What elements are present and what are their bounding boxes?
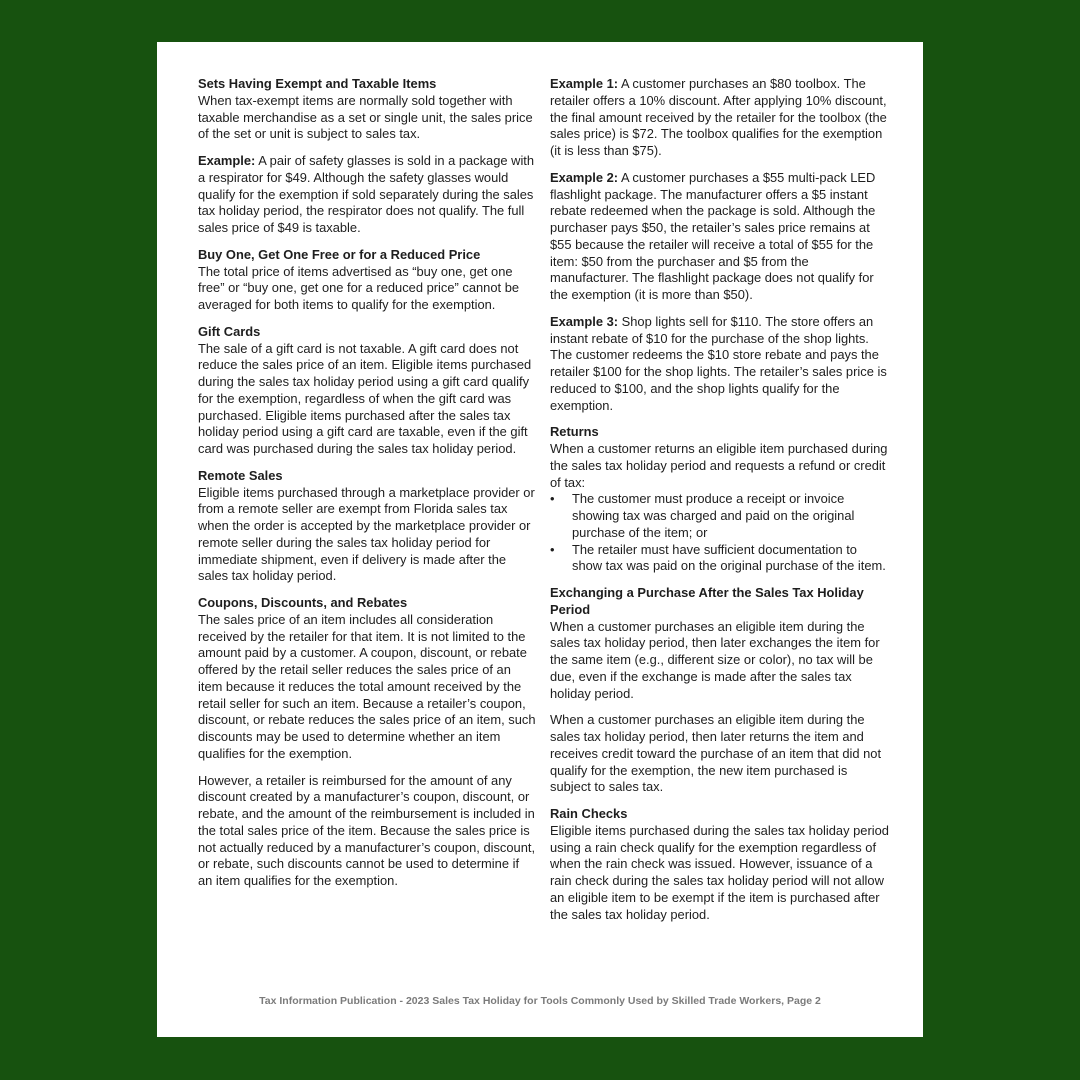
heading-exchanging: Exchanging a Purchase After the Sales Tax Holiday Period <box>550 585 864 617</box>
section-returns <box>550 424 890 575</box>
paragraph-coupons-2: However, a retailer is reimbursed for the amount of any discount created by a manufacturer’s coupon, discount, or rebate, and the amount of the reimbursement is included in the total sales price of the item. Because the sales price is not actually reduced by a manufacturer’s coupon, discount, or rebate, such discounts cannot be used to determine if an item qualifies for the exemption. <box>198 772 536 888</box>
example-1-label: Example 1: <box>550 76 619 91</box>
example-3-text: Shop lights sell for $110. The store offers an instant rebate of $10 for the purchase of the shop lights. The customer redeems the $10 store rebate and pays the retailer $100 for the shop lights. The retailer’s sales price is reduced to $100, and the shop lights qualify for the exemption. <box>550 313 887 413</box>
paragraph-exchanging-2: When a customer purchases an eligible item during the sales tax holiday period, then later returns the item and receives credit toward the purchase of an item that did not qualify for the exemption, the new item purchased is subject to sales tax. <box>550 712 882 795</box>
page-footer: Tax Information Publication - 2023 Sales Tax Holiday for Tools Commonly Used by Skilled Trade Workers, Page 2 <box>259 995 821 1007</box>
example-text: A pair of safety glasses is sold in a package with a respirator for $49. Although the safety glasses would qualify for the exemption if sold separately during the sales tax holiday period, the respirator does not qualify. The full sales price of $49 is taxable. <box>198 153 535 235</box>
right-column <box>550 76 890 933</box>
paragraph-sets: When tax-exempt items are normally sold together with taxable merchandise as a set or single unit, the sales price of the set or unit is subject to sales tax. <box>198 92 533 142</box>
heading-remote-sales: Remote Sales <box>198 467 283 483</box>
example-label: Example: <box>198 153 256 168</box>
section-coupons <box>198 595 536 890</box>
paragraph-rain-checks: Eligible items purchased during the sales tax holiday period using a rain check qualify for the exemption regardless of when the rain check was issued. However, issuance of a rain check during the sales tax holiday period will not allow an eligible item to be exempt if the item is purchased after the sales tax holiday period. <box>550 822 889 922</box>
heading-bogo: Buy One, Get One Free or for a Reduced Price <box>198 246 481 262</box>
returns-bullet-list <box>550 491 890 575</box>
section-sets <box>198 76 536 237</box>
document-page <box>157 42 923 1037</box>
example-2-label: Example 2: <box>550 169 619 185</box>
section-remote-sales <box>198 468 536 585</box>
section-bogo <box>198 247 536 314</box>
example-3-label: Example 3: <box>550 313 619 329</box>
section-rain-checks <box>550 806 890 923</box>
heading-sets: Sets Having Exempt and Taxable Items <box>198 76 437 91</box>
paragraph-coupons-1: The sales price of an item includes all consideration received by the retailer for that item. It is not limited to the amount paid by a customer. A coupon, discount, or rebate offered by the retail seller reduces the sales price of an item because it reduces the total amount received by the retail seller for such an item. Because a retailer’s coupon, discount, or rebate reduces the sales price of an item, such discounts may be used to determine whether an item qualifies for the exemption. <box>198 611 536 761</box>
heading-gift-cards: Gift Cards <box>198 323 261 339</box>
heading-returns: Returns <box>550 424 599 440</box>
paragraph-example-1 <box>550 76 890 160</box>
section-gift-cards <box>198 324 536 458</box>
paragraph-gift-cards: The sale of a gift card is not taxable. A gift card does not reduce the sales price of an item. Eligible items purchased during the sales tax holiday period using a gift card qualify for the exemption, regardless of when the gift card was purchased. Eligible items purchased after the sales tax holiday period using a gift card are taxable, even if the gift card was purchased during the sales tax holiday period. <box>198 340 532 456</box>
left-column <box>198 76 536 900</box>
heading-rain-checks: Rain Checks <box>550 806 628 821</box>
bullet-item: • The retailer must have sufficient documentation to show tax was paid on the original purchase of the item. <box>550 542 890 576</box>
example-2-text: A customer purchases a $55 multi-pack LED flashlight package. The manufacturer offers a $5 instant rebate redeemed when the package is sold. Although the purchaser pays $50, the retailer’s sales price remains at $55 because the retailer will receive a total of $55 for the item: $50 from the purchaser and $5 from the manufacturer. The flashlight package does not qualify for the exemption (it is more than $50). <box>550 169 876 302</box>
paragraph-sets-example <box>198 153 536 237</box>
section-exchanging <box>550 585 890 796</box>
heading-coupons: Coupons, Discounts, and Rebates <box>198 595 408 610</box>
paragraph-remote-sales: Eligible items purchased through a marketplace provider or from a remote seller are exempt from Florida sales tax when the order is accepted by the marketplace provider or remote seller during the sales tax holiday period for immediate shipment, even if delivery is made after the sales tax holiday period. <box>198 484 535 584</box>
bullet-item: • The customer must produce a receipt or invoice showing tax was charged and paid on the original purchase of the item; or <box>550 491 890 541</box>
paragraph-returns: When a customer returns an eligible item purchased during the sales tax holiday period and requests a refund or credit of tax: <box>550 441 888 490</box>
paragraph-example-3 <box>550 314 890 415</box>
paragraph-exchanging-1: When a customer purchases an eligible item during the sales tax holiday period, then later exchanges the item for the same item (e.g., different size or color), no tax will be due, even if the exchange is made after the sales tax holiday period. <box>550 618 880 701</box>
example-1-text: A customer purchases an $80 toolbox. The retailer offers a 10% discount. After applying 10% discount, the final amount received by the retailer for the toolbox (the sales price) is $72. The toolbox qualifies for the exemption (it is less than $75). <box>550 76 887 158</box>
paragraph-bogo: The total price of items advertised as “buy one, get one free” or “buy one, get one for a reduced price” cannot be averaged for both items to qualify for the exemption. <box>198 263 520 312</box>
paragraph-example-2 <box>550 170 890 304</box>
